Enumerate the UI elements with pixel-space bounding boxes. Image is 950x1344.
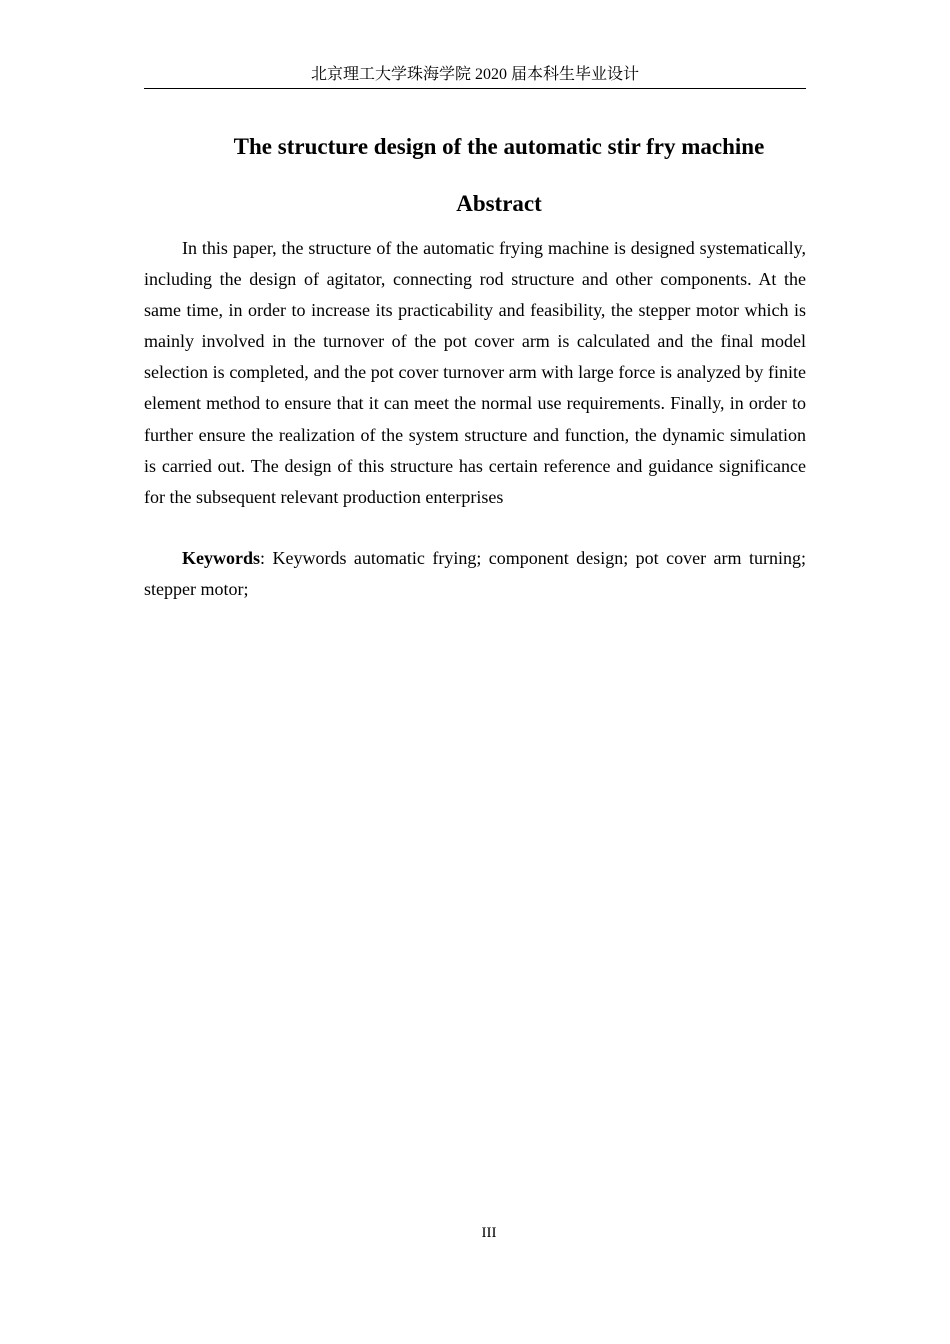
header-text: 北京理工大学珠海学院 2020 届本科生毕业设计 xyxy=(310,66,639,83)
page-header xyxy=(144,64,806,89)
keywords-separator: : xyxy=(260,548,273,568)
paper-title: The structure design of the automatic stir fry machine xyxy=(233,134,765,159)
abstract-heading: Abstract xyxy=(456,191,542,216)
keywords-text: Keywords automatic frying; component design; pot cover arm turning; stepper motor; xyxy=(144,548,806,599)
page-number: III xyxy=(481,1225,497,1241)
abstract-body: In this paper, the structure of the automatic frying machine is designed systematically, including the design of agitator, connecting rod structure and other components. At the same time, in order to increase its practicability and feasibility, the stepper motor which is mainly involved in the turnover of the pot cover arm is calculated and the final model selection is completed, and the pot cover turnover arm with large force is analyzed by finite element method to ensure that it can meet the normal use requirements. Finally, in order to further ensure the realization of the system structure and function, the dynamic simulation is carried out. The design of this structure has certain reference and guidance significance for the subsequent relevant production enterprises xyxy=(144,238,806,507)
keywords-label: Keywords xyxy=(182,548,260,568)
keywords-paragraph xyxy=(144,543,806,605)
